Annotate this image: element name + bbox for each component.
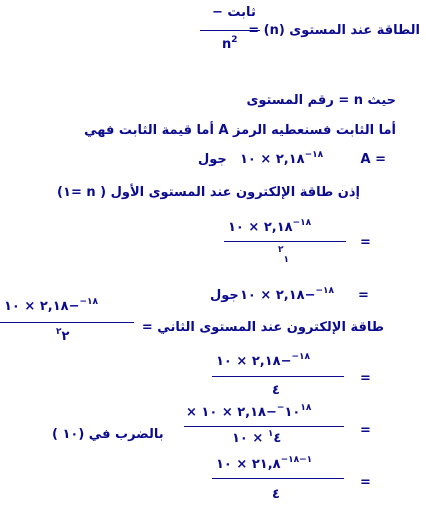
step4-numerator: × $١٠^{١٨-}-٢,١٨$ × ١٠ <box>186 403 312 420</box>
step4-note: بالضرب في (١٠ ) <box>52 427 164 442</box>
step3-fraction-bar <box>212 376 344 377</box>
step5-denominator: ٤ <box>272 487 280 502</box>
formula-numerator: ثابت − <box>212 5 256 20</box>
step1-numerator: $^{١٨-}$٢,١٨ × ١٠ <box>228 218 312 235</box>
step5-equals: = <box>360 475 371 490</box>
second-level-denominator: $^٢$٢ <box>56 327 70 344</box>
result1-unit: جول <box>210 288 239 303</box>
formula-fraction-bar <box>200 30 260 31</box>
step5-numerator: $^{١-١٨-}$٢١,٨ × ١٠ <box>216 455 313 472</box>
constant-unit: جول <box>198 152 227 167</box>
constant-line: أما الثابت فسنعطيه الرمز A أما قيمة الثابت فهي <box>84 123 396 138</box>
result1-prefix: = <box>358 288 369 303</box>
step5-fraction-bar <box>212 478 344 479</box>
second-level-fraction-bar <box>0 322 134 323</box>
constant-value: $^{١٨-}$٢,١٨ × ١٠ <box>240 150 324 167</box>
second-level-label: طاقة الإلكترون عند المستوى الثاني = <box>141 320 384 335</box>
first-level-line: إذن طاقة الإلكترون عند المستوى الأول ( n =١) <box>57 185 360 200</box>
formula-label: الطاقة عند المستوى (n) = <box>248 23 420 38</box>
where-line: حيث n = رقم المستوى <box>246 93 396 108</box>
result1-value: $^{١٨-}$−٢,١٨ × ١٠ <box>240 286 335 303</box>
step4-equals: = <box>360 423 371 438</box>
step1-equals: = <box>360 235 371 250</box>
step1-denominator: $^٢_١$ <box>278 245 289 265</box>
step4-denominator: $^١$٤ × ١٠ <box>232 429 282 446</box>
step4-fraction-bar <box>184 426 344 427</box>
constant-prefix: A = <box>360 152 386 167</box>
step1-fraction-bar <box>224 241 346 242</box>
step3-numerator: $^{١٨-}$−٢,١٨ × ١٠ <box>216 352 311 369</box>
second-level-numerator: $^{١٨-}$−٢,١٨ × ١٠ <box>4 297 99 314</box>
formula-denominator: $n^2$ <box>222 35 238 52</box>
step3-equals: = <box>360 371 371 386</box>
step3-denominator: ٤ <box>272 383 280 398</box>
